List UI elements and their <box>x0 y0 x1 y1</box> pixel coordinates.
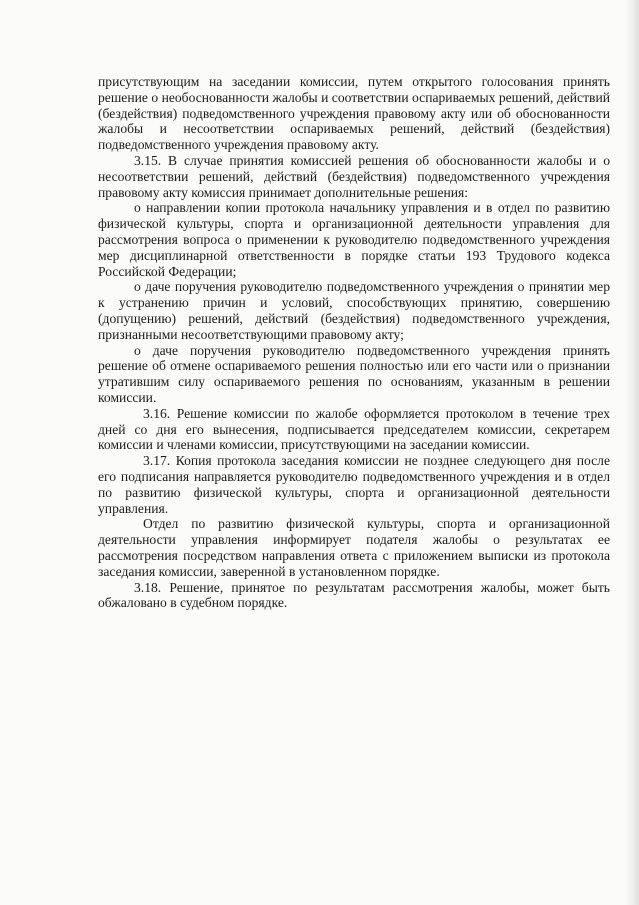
paragraph-continuation: присутствующим на заседании комиссии, путем открытого голосования принять решение о необоснованности жалобы и соответствии оспариваемых решений, действий (бездействия) подведомственного учреждения правовому акту или об обоснованности жалобы и несоответствии оспариваемых решений, действий (бездействия) подведомственного учреждения правовому акту. <box>98 74 610 153</box>
paragraph-decision-eliminate-causes: о даче поручения руководителю подведомственного учреждения о принятии мер к устранению причин и условий, способствующих принятию, совершению (допущению) решений, действий (бездействия) подведомственного учреждения, признанными несоответствующими правовому акту; <box>98 279 610 342</box>
paragraph-department-informs: Отдел по развитию физической культуры, спорта и организационной деятельности управления информирует подателя жалобы о результатах ее рассмотрения посредством направления ответа с приложением выписки из протокола заседания комиссии, заверенной в установленном порядке. <box>98 516 610 579</box>
paragraph-3-15: 3.15. В случае принятия комиссией решения об обоснованности жалобы и о несоответствии решений, действий (бездействия) подведомственного учреждения правовому акту комиссия принимает дополнительные решения: <box>98 152 610 200</box>
paragraph-3-17: 3.17. Копия протокола заседания комиссии не позднее следующего дня после его подписания направляется руководителю подведомственного учреждения и в отдел по развитию физической культуры, спорта и организационной деятельности управления. <box>98 453 610 516</box>
paragraph-decision-protocol-copy: о направлении копии протокола начальнику управления и в отдел по развитию физической культуры, спорта и организационной деятельности управления для рассмотрения вопроса о применении к руководителю подведомственного учреждения мер дисциплинарной ответственности в порядке статьи 193 Трудового кодекса Российской Федерации; <box>98 200 610 279</box>
document-body <box>98 74 610 611</box>
scan-edge-shadow <box>625 0 639 905</box>
paragraph-3-18: 3.18. Решение, принятое по результатам рассмотрения жалобы, может быть обжаловано в судебном порядке. <box>98 579 610 611</box>
paragraph-3-16: 3.16. Решение комиссии по жалобе оформляется протоколом в течение трех дней со дня его вынесения, подписывается председателем комиссии, секретарем комиссии и членами комиссии, присутствующими на заседании комиссии. <box>98 405 610 453</box>
paragraph-decision-cancel: о даче поручения руководителю подведомственного учреждения принять решение об отмене оспариваемого решения полностью или его части или о признании утратившим силу оспариваемого решения по основаниям, указанным в решении комиссии. <box>98 342 610 405</box>
